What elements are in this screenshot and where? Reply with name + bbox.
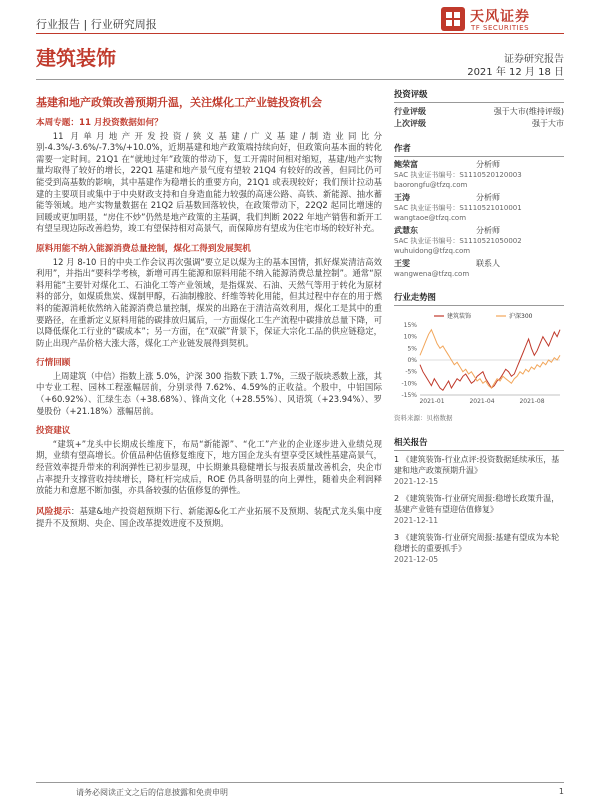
- analyst-entry: [394, 160, 564, 190]
- section-paragraph: [36, 131, 382, 235]
- paragraph-text: 12 月 8-10 日的中央工作会议再次强调“要立足以煤为主的基本国情，抓好煤炭清洁高效利用”，并指出“要科学考核，新增可再生能源和原料用能不纳入能源消费总量控制”。通常“原料用能”主要针对煤化工、石油化工等产业领域，是指煤炭、石油、天然气等用于转化为原材料的部分，如煤质焦炭、煤制甲醇，石油制橡胶、纤维等转化用能，但其过程中存在的用于燃料的能源消耗依然纳入能源消费总量控制，煤炭的出路在于清洁高效利用，煤化工是其中的重要路径，在重新定义原料用能的碳排放归属后，一方面煤化工生产流程中碳排放总量下降，可以降低煤化工行业的“碳成本”；另一方面，在“双碳”背景下，保证大宗化工品的供应链稳定，防止出现产品价格大涨大落，煤化工产业链发展得到契机。: [36, 256, 382, 348]
- analyst-cert: SAC 执业证书编号：S1110520120003: [394, 171, 522, 179]
- analyst-name: 武慧东: [394, 226, 418, 235]
- y-tick-label: -15%: [401, 392, 417, 399]
- title-divider: [36, 79, 564, 80]
- rating-heading: 投资评级: [394, 88, 564, 103]
- analyst-email[interactable]: wangwena@tfzq.com: [394, 270, 470, 278]
- rating-label: 行业评级: [394, 107, 426, 116]
- legend-label: 建筑装饰: [447, 313, 472, 320]
- rating-value: 强于大市(维持评级): [493, 107, 564, 116]
- analyst-name: 鲍荣富: [394, 160, 418, 169]
- footer-disclaimer: 请务必阅读正文之后的信息披露和免责申明: [76, 788, 228, 797]
- trend-heading: 行业走势图: [394, 291, 564, 306]
- prev-rating-value: 强于大市: [532, 119, 564, 128]
- y-tick-label: 5%: [407, 345, 417, 353]
- related-reports: [394, 454, 564, 565]
- series-line: [420, 330, 560, 388]
- paragraph-text: 基建&地产投资超预期下行、新能源&化工产业拓展不及预期、装配式龙头集中度提升不及预期、央企、国企改革提效进度不及预期。: [36, 505, 382, 529]
- x-tick-label: 2021-08: [519, 398, 545, 405]
- sidebar: [394, 82, 564, 571]
- report-subtitle: 基建和地产政策改善预期升温，关注煤化工产业链投资机会: [36, 96, 322, 109]
- analyst-cert: SAC 执业证书编号：S1110521010001: [394, 204, 522, 212]
- section-heading: 本周专题：11 月投资数据如何？: [36, 118, 163, 128]
- y-tick-label: 0%: [407, 357, 417, 364]
- analyst-entry: [394, 193, 564, 223]
- footer-divider: [36, 782, 564, 783]
- related-report-title[interactable]: 3 《建筑装饰-行业研究周报:基建有望成为本轮稳增长的重要抓手》: [394, 533, 560, 553]
- trend-chart-block: [394, 291, 564, 422]
- section-paragraph: [36, 439, 382, 497]
- paragraph-text: “建筑+”龙头中长期成长维度下，布局“新能源”、“化工”产业的企业逐步进入业绩兑现期，业绩有望高增长。价值品种估值修复维度下，地方国企龙头有望享受区域性基建高景气，经营效率提升带来的利润弹性已初步显现，中长期兼具稳健增长与报表质量改善机会，央企市占率提升支撑营收持续增长，降杠杆完成后，ROE 仍具备明显的向上弹性，随着央企利润释放能力和意愿不断加强，亦具备较强的估值修复的弹性。: [36, 438, 382, 496]
- x-tick-label: 2021-01: [419, 398, 445, 405]
- section-heading: 原料用能不纳入能源消费总量控制，煤化工得到发展契机: [36, 243, 251, 254]
- related-report-date: 2021-12-15: [394, 477, 439, 486]
- analyst-role: 联系人: [476, 259, 500, 268]
- section-paragraph: [36, 371, 382, 417]
- main-body: [36, 118, 382, 539]
- author-heading: 作者: [394, 142, 564, 157]
- analyst-role: 分析师: [476, 226, 500, 235]
- y-tick-label: 15%: [403, 322, 417, 329]
- report-date: 2021 年 12 月 18 日: [467, 67, 564, 78]
- y-tick-label: -10%: [401, 380, 417, 388]
- trend-chart: [394, 309, 564, 409]
- risk-paragraph: 风险提示：基建&地产投资超预期下行、新能源&化工产业拓展不及预期、装配式龙头集中度提升不及预期、央企、国企改革提效进度不及预期。: [36, 505, 382, 529]
- related-report-item[interactable]: [394, 493, 564, 526]
- related-report-date: 2021-12-05: [394, 555, 439, 564]
- related-report-date: 2021-12-11: [394, 516, 439, 525]
- related-report-item[interactable]: [394, 532, 564, 565]
- section-heading: 投资建议: [36, 426, 71, 437]
- report-category: 行业报告 | 行业研究周报: [36, 18, 157, 31]
- analyst-cert: SAC 执业证书编号：S1110521050002: [394, 237, 522, 245]
- legend-label: 沪深300: [509, 313, 533, 320]
- chart-source: 资料来源：贝格数据: [394, 414, 453, 422]
- prev-rating-row: [394, 118, 564, 130]
- prev-rating-label: 上次评级: [394, 119, 426, 128]
- y-tick-label: -5%: [405, 368, 417, 376]
- analyst-name: 王雯: [394, 259, 410, 268]
- report-type: 证券研究报告: [504, 54, 564, 65]
- related-report-item[interactable]: [394, 454, 564, 487]
- section-heading: 行情回顾: [36, 358, 71, 369]
- analyst-role: 分析师: [476, 160, 500, 169]
- logo-mark-icon: [440, 6, 466, 32]
- paragraph-text: 11 月单月地产开发投资/狭义基建/广义基建/制造业同比分别-4.3%/-3.6%/-7.3%/+10.0%，近期基建和地产政策端持续向好，但政策向基本面的转化需要一定时间。21Q1 在“就地过年”政策的带动下，复工开需时间相对缩短，基建/地产实物量均取得了较好的增长，22Q1 基建和地产景气度有望较 21Q4 有较好的改善，但同比仍可能受到高基数的影响，其中基建作为稳增长的重要方向，21Q1 或表现较好；我们预计拉动基建的主要项目或集中于中央财政支持和自身造血能力较强的高速公路、高铁、新能源、抽水蓄能等领域。地产实物量数据在 21Q2 后基数回落较快，在政策带动下，22Q2 起同比增速的回暖或更加明显，“房住不炒”仍然是地产政策的主基调，我们判断 2022 年地产销售和新开工有望呈现边际改善趋势，竣工有望保持相对高景气，而保障房有望成为住宅市场的较好补充。: [36, 130, 382, 234]
- analyst-email[interactable]: baorongfu@tfzq.com: [394, 181, 468, 189]
- tf-securities-logo: [440, 4, 560, 36]
- report-title: 建筑装饰: [36, 46, 116, 70]
- x-tick-label: 2021-04: [469, 398, 495, 405]
- analyst-entry: [394, 259, 564, 279]
- related-heading: 相关报告: [394, 436, 564, 451]
- analyst-email[interactable]: wuhuidong@tfzq.com: [394, 247, 471, 255]
- analyst-entry: [394, 226, 564, 256]
- rating-row: [394, 106, 564, 118]
- logo-text-en: TF SECURITIES: [471, 24, 530, 32]
- section-paragraph: [36, 257, 382, 350]
- analyst-name: 王涛: [394, 193, 410, 202]
- paragraph-text: 上周建筑（中信）指数上涨 5.0%，沪深 300 指数下跌 1.7%，三级子版块悉数上涨，其中专业工程、园林工程涨幅居前，分别录得 7.62%、4.59%的正收益。个股中，中铝国际（+60.92%）、汇绿生态（+38.68%）、锋尚文化（+28.55%）、风语筑（+23.94%）、罗曼股份（+21.18%）涨幅居前。: [36, 370, 382, 416]
- y-tick-label: 10%: [403, 333, 417, 341]
- section-heading-inline: 风险提示: [36, 506, 71, 517]
- analyst-role: 分析师: [476, 193, 500, 202]
- analyst-email[interactable]: wangtaoe@tfzq.com: [394, 214, 467, 222]
- logo-text-cn: 天风证券: [470, 9, 530, 25]
- related-report-title[interactable]: 2 《建筑装饰-行业研究周报:稳增长政策升温，基建产业链有望迎估值修复》: [394, 494, 560, 514]
- related-report-title[interactable]: 1 《建筑装饰-行业点评:投资数据延续承压，基建和地产政策预期升温》: [394, 455, 560, 475]
- page-number: 1: [558, 787, 564, 796]
